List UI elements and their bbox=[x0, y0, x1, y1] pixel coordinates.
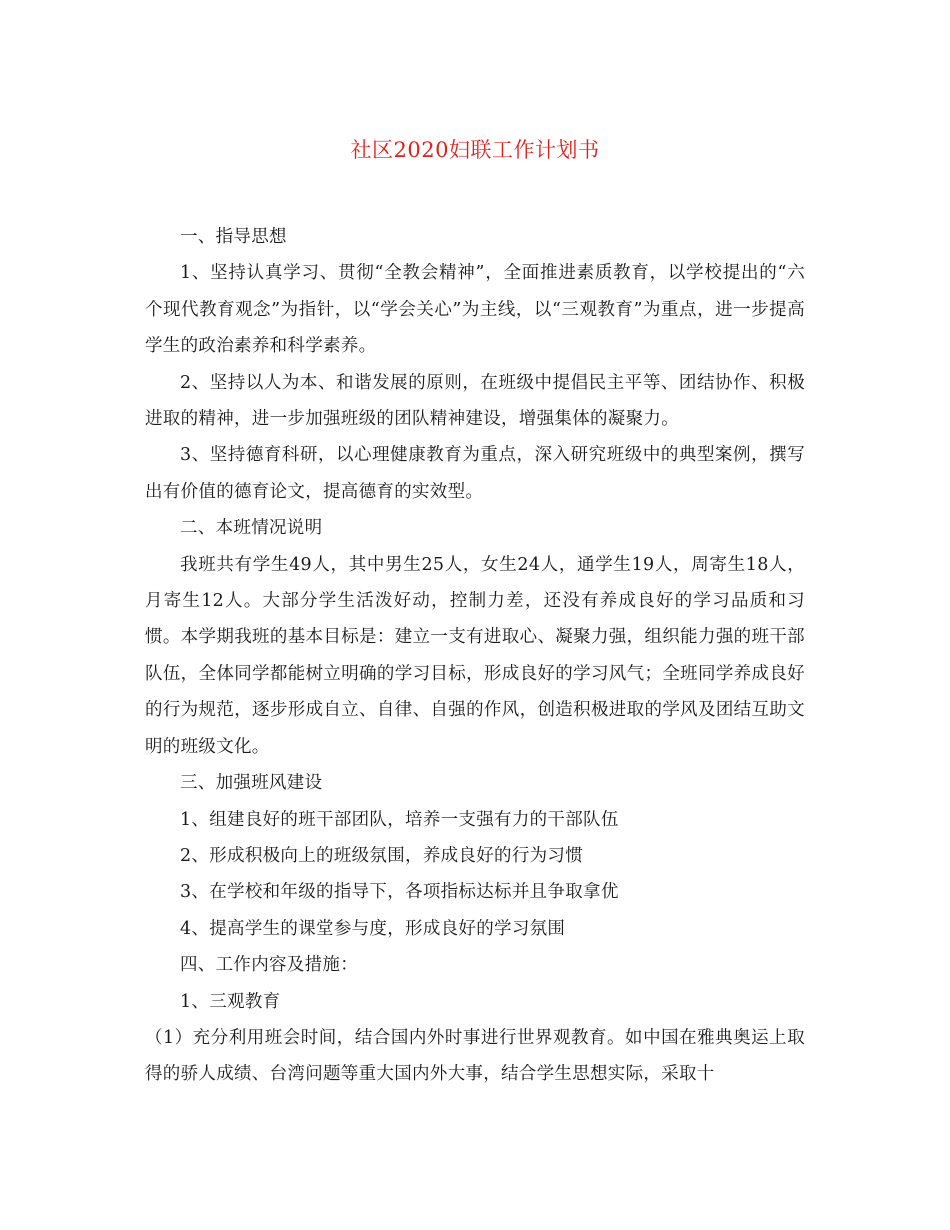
list-item: 3、在学校和年级的指导下，各项指标达标并且争取拿优 bbox=[180, 882, 619, 903]
paragraph: （1）充分利用班会时间，结合国内外时事进行世界观教育。如中国在雅典奥运上取得的骄人成绩、台湾问题等重大国内外大事，结合学生思想实际，采取十 bbox=[145, 1027, 805, 1085]
document-title: 社区2020妇联工作计划书 bbox=[350, 138, 600, 162]
subsection-heading: 1、三观教育 bbox=[180, 991, 281, 1012]
section-heading-guiding-thought: 一、指导思想 bbox=[180, 227, 287, 247]
list-item: 4、提高学生的课堂参与度，形成良好的学习氛围 bbox=[180, 918, 566, 939]
list-item: 1、组建良好的班干部团队，培养一支强有力的干部队伍 bbox=[180, 809, 619, 830]
document-body bbox=[145, 219, 805, 1093]
section-heading-class-style: 三、加强班风建设 bbox=[180, 773, 323, 794]
paragraph: 2、坚持以人为本、和谐发展的原则，在班级中提倡民主平等、团结协作、积极进取的精神，进一步加强班级的团队精神建设，增强集体的凝聚力。 bbox=[145, 372, 805, 430]
section-heading-class-situation: 二、本班情况说明 bbox=[180, 518, 323, 539]
section-heading-work-content: 四、工作内容及措施： bbox=[180, 955, 358, 976]
list-item: 2、形成积极向上的班级氛围，养成良好的行为习惯 bbox=[180, 845, 584, 866]
paragraph: 我班共有学生49人，其中男生25人，女生24人，通学生19人，周寄生18人，月寄生12人。大部分学生活泼好动，控制力差，还没有养成良好的学习品质和习惯。本学期我班的基本目标是：建立一支有进取心、凝聚力强，组织能力强的班干部队伍，全体同学都能树立明确的学习目标，形成良好的学习风气；全班同学养成良好的行为规范，逐步形成自立、自律、自强的作风，创造积极进取的学风及团结互助文明的班级文化。 bbox=[145, 554, 805, 757]
paragraph: 3、坚持德育科研，以心理健康教育为重点，深入研究班级中的典型案例，撰写出有价值的德育论文，提高德育的实效型。 bbox=[145, 445, 805, 502]
paragraph: 1、坚持认真学习、贯彻“全教会精神”，全面推进素质教育，以学校提出的“六个现代教育观念”为指针，以“学会关心”为主线，以“三观教育”为重点，进一步提高学生的政治素养和科学素养。 bbox=[145, 263, 805, 357]
